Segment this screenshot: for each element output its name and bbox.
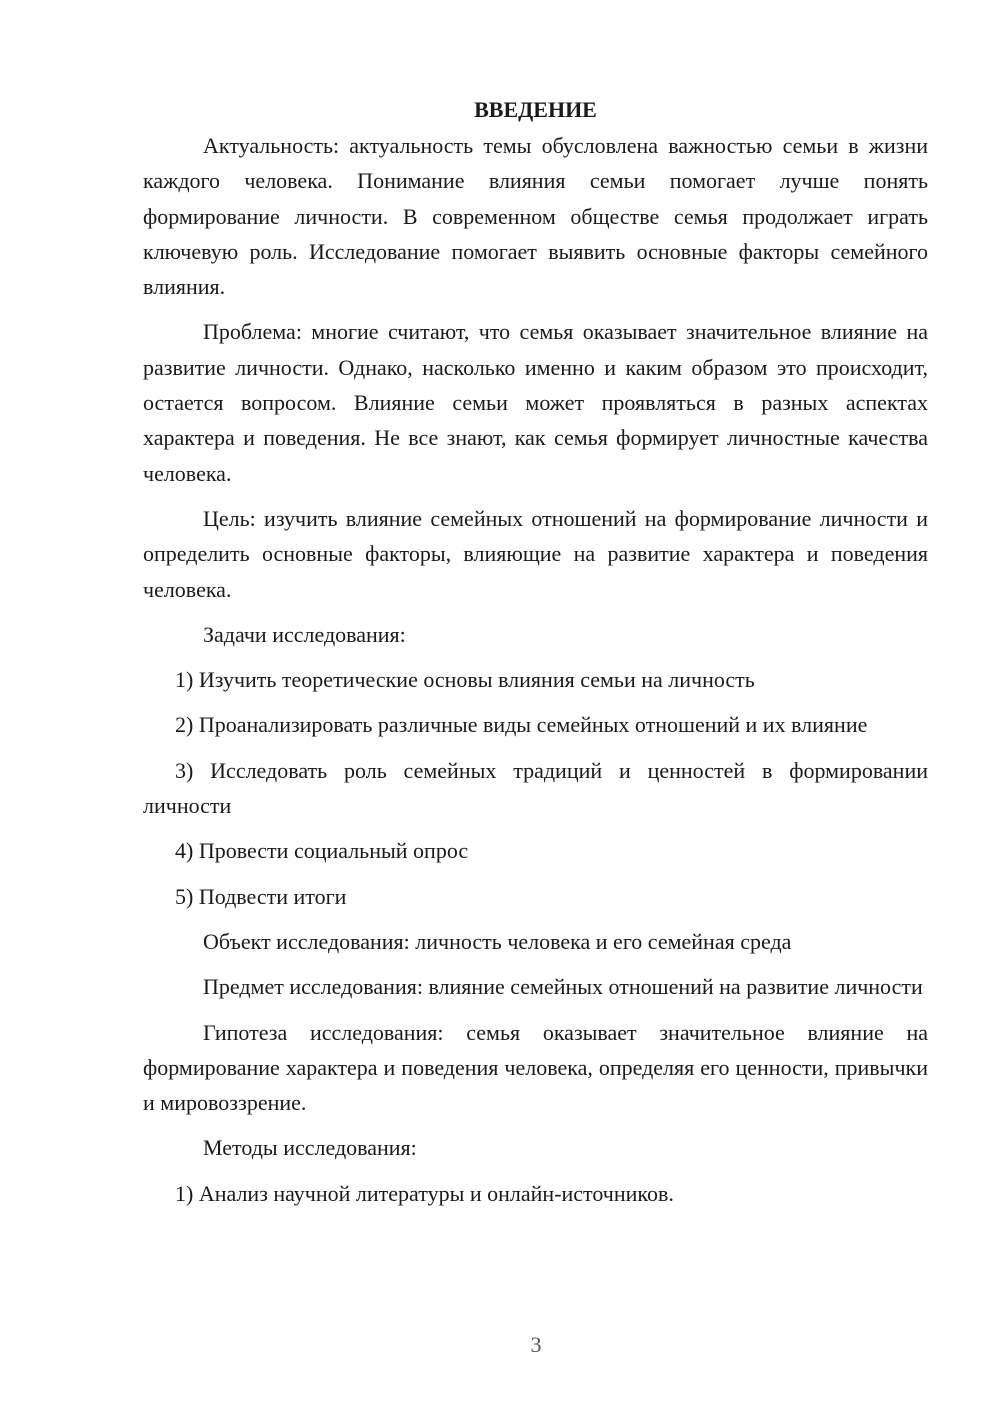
list-item-task-3: 3) Исследовать роль семейных традиций и ценностей в формировании личности: [143, 757, 928, 819]
list-item-task-5: 5) Подвести итоги: [175, 883, 347, 909]
document-page: [143, 92, 928, 1221]
list-item-task-1: 1) Изучить теоретические основы влияния семьи на личность: [175, 667, 755, 693]
list-item-task-2: 2) Проанализировать различные виды семейных отношений и их влияние: [175, 712, 868, 738]
paragraph-goal: Цель: изучить влияние семейных отношений на формирование личности и определить основные факторы, влияющие на развитие характера и поведения человека.: [143, 505, 928, 602]
paragraph-object: Объект исследования: личность человека и его семейная среда: [203, 928, 792, 954]
list-item-task-4: 4) Провести социальный опрос: [175, 838, 469, 864]
paragraph-problem: Проблема: многие считают, что семья оказывает значительное влияние на развитие личности. Однако, насколько именно и каким образом это происходит, остается вопросом. Влияние семьи может проявляться в разных аспектах характера и поведения. Не все знают, как семья формирует личностные качества человека.: [143, 319, 928, 486]
paragraph-tasks-heading: Задачи исследования:: [203, 621, 406, 647]
section-title: ВВЕДЕНИЕ: [474, 97, 597, 122]
paragraph-subject: Предмет исследования: влияние семейных отношений на развитие личности: [203, 974, 923, 1000]
page-number: 3: [530, 1332, 542, 1357]
list-item-method-1: 1) Анализ научной литературы и онлайн-источников.: [175, 1180, 674, 1206]
paragraph-hypothesis: Гипотеза исследования: семья оказывает значительное влияние на формирование характера и поведения человека, определяя его ценности, привычки и мировоззрение.: [143, 1019, 928, 1116]
paragraph-methods-heading: Методы исследования:: [203, 1135, 417, 1161]
paragraph-relevance: Актуальность: актуальность темы обусловлена важностью семьи в жизни каждого человека. Понимание влияния семьи помогает лучше понять формирование личности. В современном обществе семья продолжает играть ключевую роль. Исследование помогает выявить основные факторы семейного влияния.: [143, 133, 928, 300]
